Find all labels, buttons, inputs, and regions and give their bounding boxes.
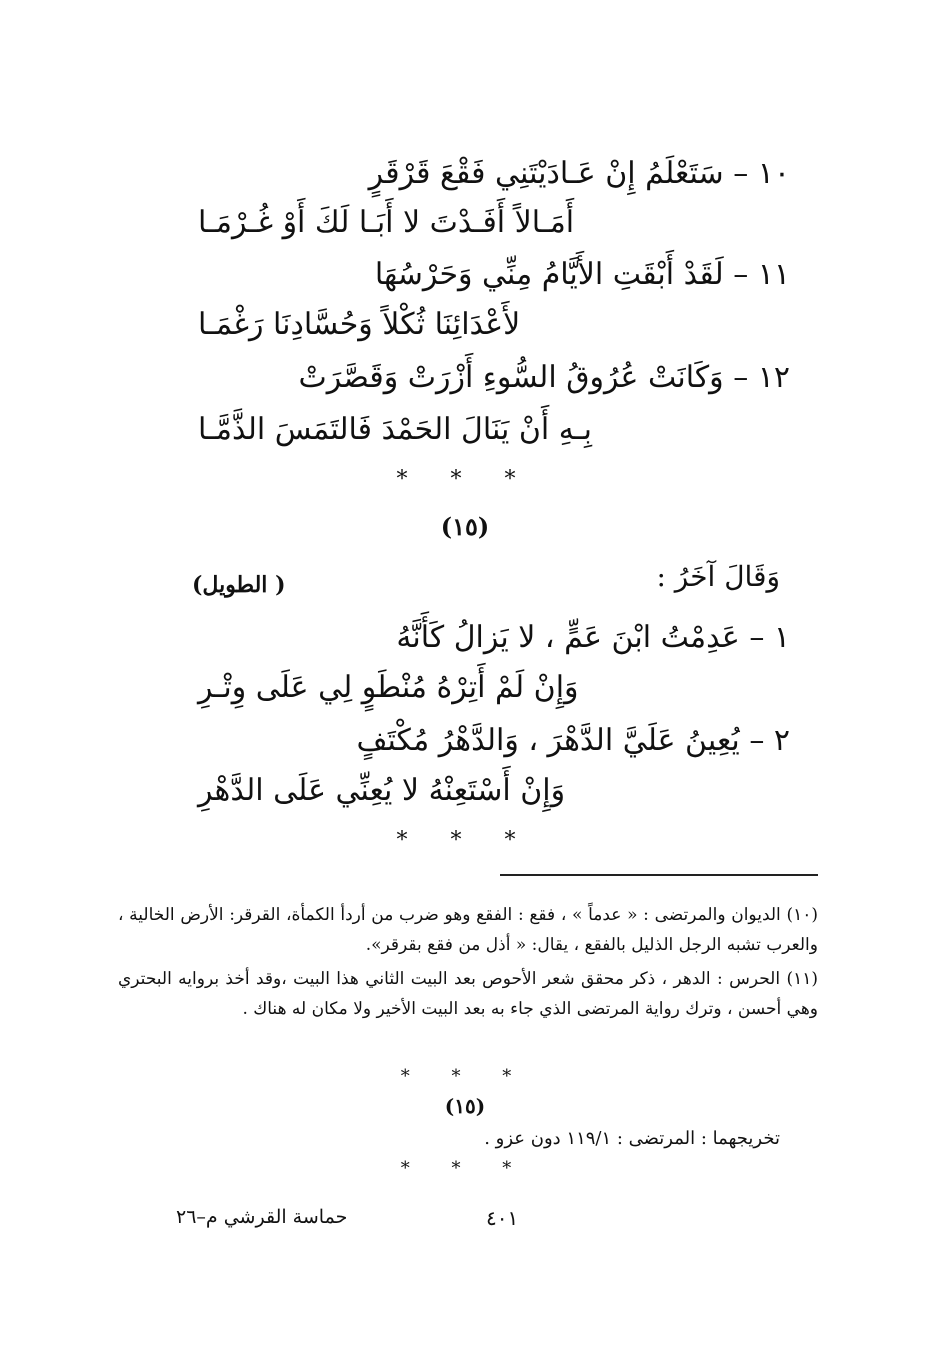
takhrij-note: تخريجهما : المرتضى : ١١٩/١ دون عزو .: [484, 1128, 780, 1149]
verse-11-second-hemistich: لأَعْدَائِنَا ثُكْلاً وَحُسَّادِنَا رَغْمَـا: [198, 307, 521, 342]
footnote-11: (١١) الحرس : الدهر ، ذكر محقق شعر الأحوص بعد البيت الثاني هذا البيت ،وقد أخذ بروايه البحتري وهي أحسن ، وترك رواية المرتضى الذي جاء به بعد البيت الأخير ولا مكان له هناك .: [118, 969, 818, 1019]
book-signature: حماسة القرشي م–٢٦: [176, 1206, 348, 1228]
poetic-meter: ( الطويل): [192, 572, 286, 598]
verse-number: ١١ –: [733, 257, 790, 292]
verse-text: سَتَعْلَمُ إِنْ عَـادَيْتَنِي فَقْعَ قَرْقَرٍ: [368, 156, 724, 191]
section-number: (١٥): [440, 512, 490, 541]
verse-10-second-hemistich: أَمَـالاً أَفَـدْتَ لا أَبَـا لَكَ أَوْ غُـرْمَـا: [198, 205, 575, 240]
separator-stars: * * *: [396, 828, 534, 853]
verse-1-second-hemistich: وَإِنْ لَمْ أَتِرْهُ مُنْطَوٍ لِي عَلَى وِتْـرِ: [198, 670, 579, 705]
verse-2-second-hemistich: وَإِنْ أَسْتَعِنْهُ لا يُعِنِّي عَلَى الدَّهْرِ: [198, 773, 566, 808]
verse-12-second-hemistich: بِـهِ أَنْ يَنَالَ الحَمْدَ فَالتَمَسَ الذَّمَّـا: [198, 412, 593, 447]
verse-text: يُعِينُ عَلَيَّ الدَّهْرَ ، وَالدَّهْرُ مُكْتَفٍ: [356, 723, 740, 758]
separator-stars: * * *: [400, 1158, 530, 1179]
verse-number: ١ –: [749, 620, 790, 655]
verse-number: ١٠ –: [733, 156, 790, 191]
verse-number: ١٢ –: [733, 360, 790, 395]
verse-12-first-hemistich: [299, 358, 790, 398]
verse-number: ٢ –: [749, 723, 790, 758]
separator-stars: * * *: [396, 467, 534, 492]
verse-text: لَقَدْ أَبْقَتِ الأَيَّامُ مِنِّي وَحَرْسُهَا: [374, 257, 724, 292]
page-number: ٤٠١: [486, 1206, 519, 1230]
verse-11-first-hemistich: [375, 255, 790, 295]
footnote-10: (١٠) الديوان والمرتضى : « عدماً » ، فقع : الفقع وهو ضرب من أردأ الكمأة، القرقر: الأرض الخالية ، والعرب تشبه الرجل الذليل بالفقع ، يقال: « أذل من فقع بقرقر».: [118, 905, 818, 955]
verse-text: عَدِمْتُ ابْنَ عَمٍّ ، لا يَزالُ كَأَنَّهُ: [396, 620, 740, 655]
verse-2-first-hemistich: [356, 721, 790, 761]
verse-10-first-hemistich: [369, 154, 790, 194]
verse-1-first-hemistich: [396, 618, 790, 658]
verse-text: وَكَانَتْ عُرُوقُ السُّوءِ أَزْرَتْ وَقَصَّرَتْ: [298, 360, 724, 395]
footnote-divider: [500, 874, 818, 876]
speaker-intro: وَقَالَ آخَرُ :: [656, 560, 780, 593]
separator-stars: * * *: [400, 1066, 530, 1087]
takhrij-section-number: (١٥): [444, 1094, 486, 1118]
